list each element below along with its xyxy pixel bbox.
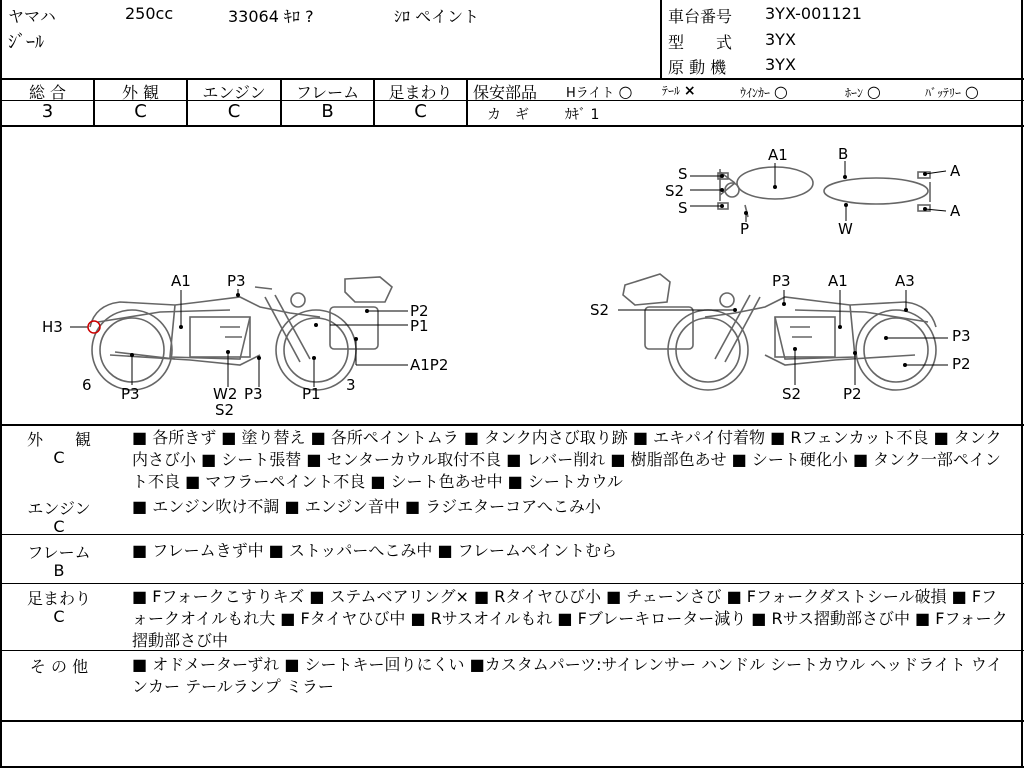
grade-suspension: C [414,101,427,122]
divider [0,534,1024,535]
model-type: 3YX [765,30,796,49]
top-a: A [950,162,961,180]
right-a1: A1 [828,272,848,290]
divider [660,0,662,78]
left-p1-lower: P1 [302,385,321,403]
left-s2: S2 [215,401,235,419]
remark-cat-other: そ の 他 [29,657,89,676]
grade-header-frame: フレーム [295,83,360,102]
remark-text-engine: ■ エンジン吹け不調 ■ エンジン音中 ■ ラジエターコアへこみ小 [132,497,601,516]
right-s2-lower: S2 [782,385,802,403]
motorcycle-right-view [623,274,936,390]
left-w2: W2 [213,385,238,403]
right-a3: A3 [895,272,915,290]
left-p3: P3 [227,272,246,290]
left-p2: P2 [410,302,429,320]
model-name: ｼﾞｰﾙ [8,32,44,53]
remark-cat-engine: エンジン [27,499,91,518]
remark-cat-frame: フレーム [27,543,91,562]
divider [466,78,468,125]
divider [1021,0,1023,768]
key-value: ｶｷﾞ 1 [565,107,600,123]
top-a-lower: A [950,202,961,220]
right-p3-lower: P3 [952,327,971,345]
left-p3-lower: P3 [121,385,140,403]
maker: ヤマハ [8,7,56,26]
model-type-label: 型 式 [668,33,733,52]
engine-model: 3YX [765,55,796,74]
remark-grade-suspension: C [53,607,65,626]
remark-text-other: ■ オドメーターずれ ■ シートキー回りにくい ■カスタムパーツ:サイレンサー ハンドル シートカウル ヘッドライト ウインカー テールランプ ミラー [132,655,1003,696]
left-a1p2: A1P2 [410,356,449,374]
top-s-lower: S [678,199,688,217]
divider [0,720,1024,722]
motorcycle-left-view [90,277,392,390]
engine-label: 原 動 機 [668,58,727,77]
frame-no: 3YX-001121 [765,4,862,23]
divider [0,583,1024,584]
frame-no-label: 車台番号 [668,7,733,26]
top-p: P [740,220,750,238]
right-p3: P3 [772,272,791,290]
grade-engine: C [227,101,241,122]
grade-header-suspension: 足まわり [388,83,453,102]
safety-battery: ﾊﾞｯﾃﾘｰ ○ [925,82,979,101]
right-p2: P2 [952,355,971,373]
key-label: カ ギ [487,107,529,123]
h3-mark [88,321,100,333]
mileage: 33064 ｷﾛ ? [228,7,314,26]
grade-overall: 3 [41,101,54,122]
color: ｼﾛ ペイント [394,7,480,26]
safety-tail: ﾃｰﾙ × [662,83,696,99]
damage-diagram [0,127,1020,423]
right-s2: S2 [590,301,610,319]
grade-header-overall: 総 合 [28,83,67,102]
grade-header-engine: エンジン [202,83,266,102]
remark-text-suspension: ■ Fフォークこすりキズ ■ ステムベアリング× ■ Rタイヤひび小 ■ チェーンさび ■ Fフォークダストシール破損 ■ Fフォークオイルもれ大 ■ Fタイヤひび中 ■ Rサスオイルもれ ■ Fブレーキローター減り ■ Rサス摺動部さび中 ■ Fフォーク摺動部さび中 [132,587,1008,650]
top-w: W [838,220,853,238]
remark-grade-engine: C [53,517,65,536]
diagram-labels [42,145,971,419]
remark-grade-frame: B [53,561,65,580]
remark-cat-exterior: 外 観 [26,430,91,449]
left-h3: H3 [42,318,63,336]
left-6: 6 [82,376,92,394]
right-p2-lower: P2 [843,385,862,403]
top-s: S [678,165,688,183]
top-s2: S2 [665,182,685,200]
remark-text-exterior: ■ 各所きず ■ 塗り替え ■ 各所ペイントムラ ■ タンク内さび取り跡 ■ エキパイ付着物 ■ Rフェンカット不良 ■ タンク内さび小 ■ シート張替 ■ センターカウル取付不良 ■ レバー削れ ■ 樹脂部色あせ ■ シート硬化小 ■ タンク一部ペイント不良 ■ マフラーペイント不良 ■ シート色あせ中 ■ シートカウル [132,428,1002,491]
motorcycle-top-view [718,167,930,217]
safety-horn: ﾎｰﾝ ○ [845,82,881,101]
left-p3-engine: P3 [244,385,263,403]
left-a1: A1 [171,272,191,290]
left-3: 3 [346,376,356,394]
leader-lines [70,161,948,387]
left-p1: P1 [410,317,429,335]
top-b: B [838,145,849,163]
top-a1: A1 [768,146,788,164]
safety-winker: ｳｲﾝｶｰ ○ [740,82,788,101]
grade-frame: B [321,101,334,122]
remark-grade-exterior: C [53,448,65,467]
safety-headlight: Hライト ○ [566,82,633,101]
remark-text-frame: ■ フレームきず中 ■ ストッパーへこみ中 ■ フレームペイントむら [132,541,618,560]
divider [0,424,1024,426]
displacement: 250cc [125,4,174,23]
safety-label: 保安部品 [473,83,538,102]
grade-exterior: C [134,101,147,122]
remark-cat-suspension: 足まわり [26,589,91,608]
grade-header-exterior: 外 観 [121,83,160,102]
